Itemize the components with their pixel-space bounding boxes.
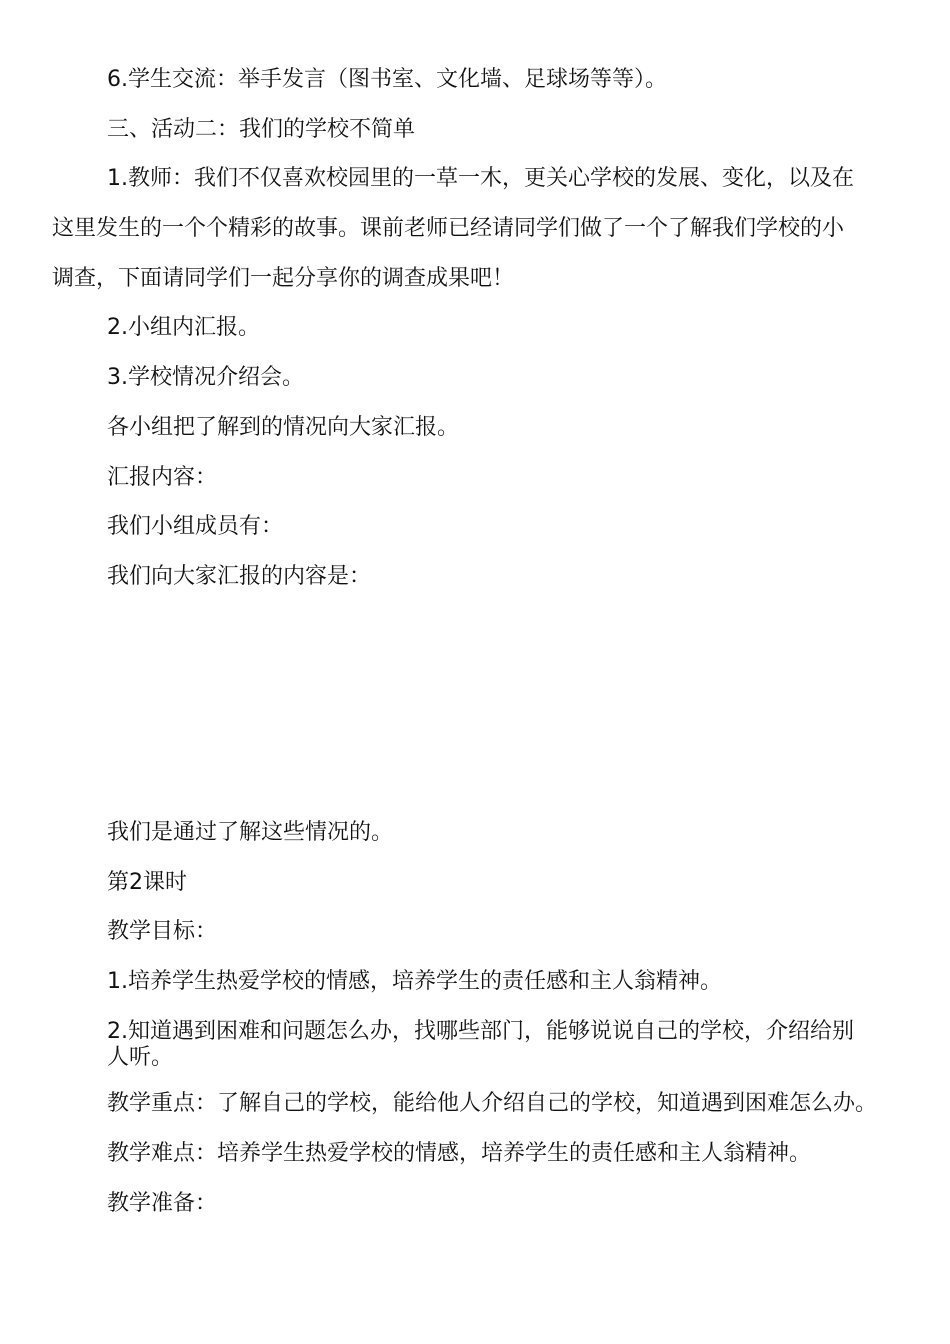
paragraph-groups-report: 各小组把了解到的情况向大家汇报。 (107, 415, 460, 440)
paragraph-group-report: 2.小组内汇报。 (107, 315, 260, 340)
paragraph-teacher-line-2: 这里发生的一个个精彩的故事。课前老师已经请同学们做了一个了解我们学校的小 (52, 216, 845, 241)
paragraph-teacher-line-3: 调查，下面请同学们一起分享你的调查成果吧！ (52, 266, 515, 291)
goal-item-1: 1.培养学生热爱学校的情感，培养学生的责任感和主人翁精神。 (107, 969, 722, 994)
goal-item-2-line-1: 2.知道遇到困难和问题怎么办，找哪些部门，能够说说自己的学校，介绍给别 (107, 1019, 854, 1044)
label-teaching-goals: 教学目标： (107, 919, 218, 944)
paragraph-teacher-line-1: 1.教师：我们不仅喜欢校园里的一草一木，更关心学校的发展、变化，以及在 (107, 166, 854, 191)
label-teaching-preparation: 教学准备： (107, 1191, 218, 1216)
label-group-members: 我们小组成员有： (107, 514, 284, 539)
section-heading-activity-two: 三、活动二：我们的学校不简单 (107, 117, 416, 142)
label-report-topic: 我们向大家汇报的内容是： (107, 564, 372, 589)
lesson-heading: 第2课时 (107, 870, 187, 895)
goal-item-2-line-2: 人听。 (107, 1045, 174, 1070)
label-report-content: 汇报内容： (107, 465, 218, 490)
paragraph-student-exchange: 6.学生交流：举手发言（图书室、文化墙、足球场等等）。 (107, 67, 667, 92)
paragraph-method: 我们是通过了解这些情况的。 (107, 820, 394, 845)
teaching-difficulty: 教学难点：培养学生热爱学校的情感，培养学生的责任感和主人翁精神。 (107, 1141, 812, 1166)
paragraph-school-intro-meeting: 3.学校情况介绍会。 (107, 365, 304, 390)
teaching-focus: 教学重点：了解自己的学校，能给他人介绍自己的学校，知道遇到困难怎么办。 (107, 1091, 878, 1116)
